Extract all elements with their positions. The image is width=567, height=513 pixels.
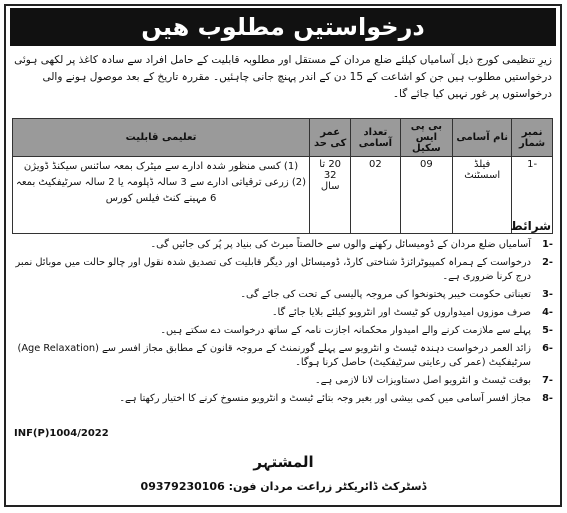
- condition-number: -3: [542, 289, 553, 300]
- condition-text: تعیناتی حکومت خیبر پختونخوا کی مروجہ پالیسی کے تحت کی جائے گی۔: [240, 289, 531, 300]
- condition-item: [14, 342, 553, 370]
- condition-text: پہلے سے ملازمت کرنے والے امیدوار محکمانہ اجازت نامہ کے ساتھ درخواست دے سکتے ہیں۔: [160, 325, 531, 336]
- cell-qualification: [13, 157, 310, 234]
- advertiser-heading: المشتہر: [253, 453, 314, 471]
- condition-item: [14, 238, 553, 252]
- condition-number: -2: [542, 257, 553, 268]
- condition-text: بوقت ٹیسٹ و انٹرویو اصل دستاویزات لانا لازمی ہے۔: [314, 375, 531, 386]
- table-row: [13, 157, 553, 234]
- condition-item: [14, 324, 553, 338]
- condition-number: -4: [542, 307, 553, 318]
- intro-paragraph: زیرِ تنظیمی کورج ذیل آسامیاں کیلئے ضلع مردان کے مستقل اور مطلوبہ قابلیت کے حامل افراد سے سادہ کاغذ پر لکھی ہوئی درخواستیں مطلوب ہیں جن کو اشاعت کے 15 دن کے اندر پہنچ جانی چاہئیں۔ مقررہ تاریخ کے بعد موصول ہونے والی درخواستوں پر غور نہیں کیا جائے گا۔: [14, 54, 552, 100]
- condition-text: زائد العمر درخواست دہندہ ٹیسٹ و انٹرویو سے پہلے گورنمنٹ کے مروجہ قانون کے مطابق مجاز افسر سے (Age Relaxation) سرٹیفکیٹ (عمر کی رعایتی سرٹیفکیٹ) حاصل کرنا ہوگا۔: [17, 343, 531, 368]
- conditions-list: [14, 238, 553, 410]
- condition-number: -6: [542, 343, 553, 354]
- cell-count: 02: [351, 157, 400, 234]
- condition-text: صرف موزوں امیدواروں کو ٹیسٹ اور انٹرویو کیلئے بلایا جائے گا۔: [271, 307, 531, 318]
- qualification-line: (1) کسی منظور شدہ ادارے سے میٹرک بمعہ سائنس سیکنڈ ڈویژن: [23, 161, 299, 172]
- header-post: نام آسامی: [453, 119, 512, 157]
- footer-contact: ڈسٹرکٹ ڈائریکٹر زراعت مردان فون: 09379230106: [140, 480, 427, 493]
- condition-item: [14, 374, 553, 388]
- header-serial: نمبر شمار: [512, 119, 553, 157]
- header-bps: بی پی ایس سکیل: [400, 119, 453, 157]
- condition-text: درخواست کے ہمراہ کمپیوٹرائزڈ شناختی کارڈ، ڈومیسائل اور دیگر قابلیت کی تصدیق شدہ نقول اور چالو حالت میں موبائل نمبر درج کرنا ضروری ہے۔: [15, 257, 531, 282]
- table-header-row: [13, 119, 553, 157]
- qualification-line: (2) زرعی ترقیاتی ادارے سے 3 سالہ ڈپلومہ یا 2 سالہ سرٹیفکیٹ بمعہ: [16, 177, 307, 188]
- condition-number: -1: [542, 239, 553, 250]
- condition-item: [14, 306, 553, 320]
- header-count: تعداد آسامی: [351, 119, 400, 157]
- reference-number: INF(P)1004/2022: [14, 428, 109, 439]
- qualification-line: 6 مہینے کنٹ فیلس کورس: [105, 193, 217, 204]
- cell-serial: -1: [512, 157, 553, 234]
- cell-bps: 09: [400, 157, 453, 234]
- condition-text: آسامیاں ضلع مردان کے ڈومیسائل رکھنے والوں سے خالصتاً میرٹ کی بنیاد پر پُر کی جائیں گی۔: [150, 239, 531, 250]
- header-age: عمر کی حد: [310, 119, 351, 157]
- cell-age: 20 تا 32 سال: [310, 157, 351, 234]
- condition-number: -5: [542, 325, 553, 336]
- header-qualification: تعلیمی قابلیت: [13, 119, 310, 157]
- cell-post: فیلڈ اسسٹنٹ: [453, 157, 512, 234]
- ad-title: درخواستیں مطلوب ھیں: [10, 8, 556, 46]
- conditions-heading: شرائط: [510, 219, 551, 233]
- posts-table: [12, 118, 553, 234]
- condition-item: [14, 288, 553, 302]
- condition-number: -7: [542, 375, 553, 386]
- condition-text: مجاز افسر آسامی میں کمی بیشی اور بغیر وجہ بتائے ٹیسٹ و انٹرویو منسوخ کرنے کا اختیار رکھتا ہے۔: [119, 393, 531, 404]
- condition-item: [14, 392, 553, 406]
- condition-number: -8: [542, 393, 553, 404]
- condition-item: [14, 256, 553, 284]
